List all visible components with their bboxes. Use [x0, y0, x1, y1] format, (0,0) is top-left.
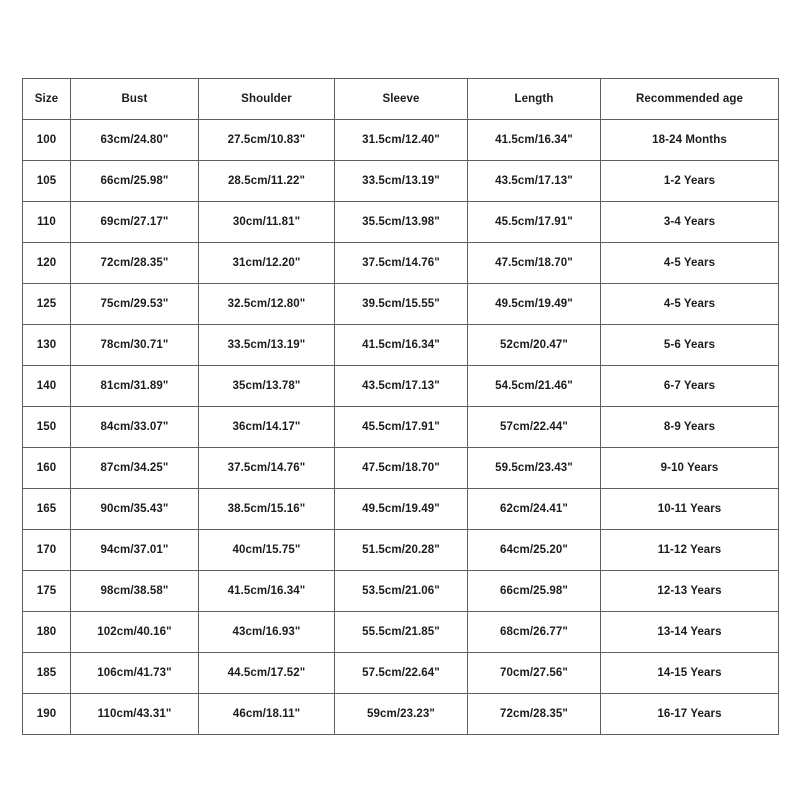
cell-sleeve: 33.5cm/13.19"	[335, 161, 468, 202]
table-row	[23, 120, 779, 161]
cell-size: 120	[23, 243, 71, 284]
cell-length: 59.5cm/23.43"	[468, 448, 601, 489]
cell-bust: 66cm/25.98"	[71, 161, 199, 202]
cell-shoulder: 33.5cm/13.19"	[199, 325, 335, 366]
cell-shoulder: 38.5cm/15.16"	[199, 489, 335, 530]
size-chart-table	[22, 78, 779, 735]
cell-shoulder: 27.5cm/10.83"	[199, 120, 335, 161]
table-row	[23, 653, 779, 694]
cell-bust: 98cm/38.58"	[71, 571, 199, 612]
cell-shoulder: 40cm/15.75"	[199, 530, 335, 571]
table-row	[23, 694, 779, 735]
cell-size: 110	[23, 202, 71, 243]
cell-age: 18-24 Months	[601, 120, 779, 161]
cell-sleeve: 57.5cm/22.64"	[335, 653, 468, 694]
cell-length: 57cm/22.44"	[468, 407, 601, 448]
cell-age: 5-6 Years	[601, 325, 779, 366]
cell-sleeve: 55.5cm/21.85"	[335, 612, 468, 653]
table-row	[23, 161, 779, 202]
cell-length: 49.5cm/19.49"	[468, 284, 601, 325]
cell-bust: 81cm/31.89"	[71, 366, 199, 407]
cell-size: 105	[23, 161, 71, 202]
cell-bust: 84cm/33.07"	[71, 407, 199, 448]
cell-age: 6-7 Years	[601, 366, 779, 407]
table-row	[23, 243, 779, 284]
column-header-size: Size	[23, 79, 71, 120]
cell-size: 160	[23, 448, 71, 489]
cell-shoulder: 44.5cm/17.52"	[199, 653, 335, 694]
cell-size: 190	[23, 694, 71, 735]
column-header-sleeve: Sleeve	[335, 79, 468, 120]
table-header	[23, 79, 779, 120]
cell-length: 54.5cm/21.46"	[468, 366, 601, 407]
table-row	[23, 448, 779, 489]
cell-shoulder: 41.5cm/16.34"	[199, 571, 335, 612]
table-row	[23, 489, 779, 530]
cell-age: 1-2 Years	[601, 161, 779, 202]
cell-sleeve: 51.5cm/20.28"	[335, 530, 468, 571]
cell-bust: 90cm/35.43"	[71, 489, 199, 530]
table-row	[23, 571, 779, 612]
cell-length: 43.5cm/17.13"	[468, 161, 601, 202]
cell-length: 62cm/24.41"	[468, 489, 601, 530]
column-header-shoulder: Shoulder	[199, 79, 335, 120]
cell-bust: 102cm/40.16"	[71, 612, 199, 653]
cell-age: 10-11 Years	[601, 489, 779, 530]
cell-shoulder: 30cm/11.81"	[199, 202, 335, 243]
cell-length: 70cm/27.56"	[468, 653, 601, 694]
cell-sleeve: 35.5cm/13.98"	[335, 202, 468, 243]
cell-size: 140	[23, 366, 71, 407]
cell-bust: 78cm/30.71"	[71, 325, 199, 366]
cell-shoulder: 35cm/13.78"	[199, 366, 335, 407]
cell-sleeve: 49.5cm/19.49"	[335, 489, 468, 530]
cell-sleeve: 41.5cm/16.34"	[335, 325, 468, 366]
table-body	[23, 120, 779, 735]
cell-shoulder: 32.5cm/12.80"	[199, 284, 335, 325]
cell-length: 64cm/25.20"	[468, 530, 601, 571]
cell-age: 14-15 Years	[601, 653, 779, 694]
cell-length: 66cm/25.98"	[468, 571, 601, 612]
cell-size: 150	[23, 407, 71, 448]
table-row	[23, 202, 779, 243]
cell-age: 16-17 Years	[601, 694, 779, 735]
cell-bust: 106cm/41.73"	[71, 653, 199, 694]
cell-sleeve: 59cm/23.23"	[335, 694, 468, 735]
cell-age: 12-13 Years	[601, 571, 779, 612]
cell-bust: 110cm/43.31"	[71, 694, 199, 735]
cell-bust: 72cm/28.35"	[71, 243, 199, 284]
cell-age: 13-14 Years	[601, 612, 779, 653]
cell-sleeve: 31.5cm/12.40"	[335, 120, 468, 161]
size-chart-container	[22, 78, 778, 735]
cell-bust: 75cm/29.53"	[71, 284, 199, 325]
cell-size: 130	[23, 325, 71, 366]
cell-age: 4-5 Years	[601, 243, 779, 284]
table-row	[23, 530, 779, 571]
cell-shoulder: 31cm/12.20"	[199, 243, 335, 284]
table-row	[23, 407, 779, 448]
cell-length: 45.5cm/17.91"	[468, 202, 601, 243]
cell-shoulder: 28.5cm/11.22"	[199, 161, 335, 202]
column-header-bust: Bust	[71, 79, 199, 120]
cell-sleeve: 37.5cm/14.76"	[335, 243, 468, 284]
cell-sleeve: 45.5cm/17.91"	[335, 407, 468, 448]
cell-shoulder: 43cm/16.93"	[199, 612, 335, 653]
cell-bust: 87cm/34.25"	[71, 448, 199, 489]
table-row	[23, 612, 779, 653]
cell-length: 72cm/28.35"	[468, 694, 601, 735]
cell-length: 68cm/26.77"	[468, 612, 601, 653]
cell-length: 52cm/20.47"	[468, 325, 601, 366]
cell-shoulder: 37.5cm/14.76"	[199, 448, 335, 489]
cell-age: 3-4 Years	[601, 202, 779, 243]
cell-length: 41.5cm/16.34"	[468, 120, 601, 161]
table-row	[23, 366, 779, 407]
cell-shoulder: 36cm/14.17"	[199, 407, 335, 448]
cell-length: 47.5cm/18.70"	[468, 243, 601, 284]
cell-age: 9-10 Years	[601, 448, 779, 489]
cell-shoulder: 46cm/18.11"	[199, 694, 335, 735]
cell-bust: 69cm/27.17"	[71, 202, 199, 243]
cell-size: 180	[23, 612, 71, 653]
table-row	[23, 284, 779, 325]
cell-age: 4-5 Years	[601, 284, 779, 325]
column-header-length: Length	[468, 79, 601, 120]
cell-sleeve: 47.5cm/18.70"	[335, 448, 468, 489]
cell-sleeve: 43.5cm/17.13"	[335, 366, 468, 407]
cell-size: 185	[23, 653, 71, 694]
cell-size: 175	[23, 571, 71, 612]
cell-size: 125	[23, 284, 71, 325]
cell-bust: 94cm/37.01"	[71, 530, 199, 571]
cell-size: 165	[23, 489, 71, 530]
cell-sleeve: 39.5cm/15.55"	[335, 284, 468, 325]
cell-sleeve: 53.5cm/21.06"	[335, 571, 468, 612]
cell-size: 170	[23, 530, 71, 571]
table-row	[23, 325, 779, 366]
header-row	[23, 79, 779, 120]
cell-bust: 63cm/24.80"	[71, 120, 199, 161]
cell-age: 8-9 Years	[601, 407, 779, 448]
column-header-recommended-age: Recommended age	[601, 79, 779, 120]
cell-size: 100	[23, 120, 71, 161]
cell-age: 11-12 Years	[601, 530, 779, 571]
